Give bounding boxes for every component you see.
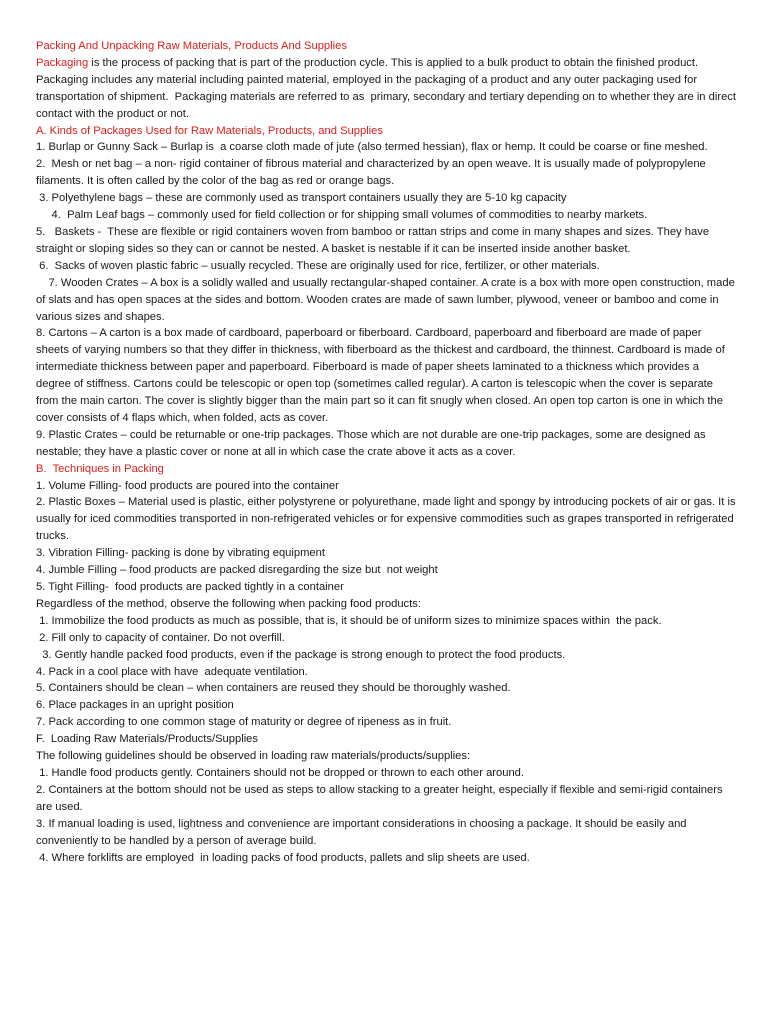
packing-reminder-item: 5. Containers should be clean – when containers are reused they should be thoroughly washed. — [36, 682, 511, 695]
package-kind-item: 7. Wooden Crates – A box is a solidly walled and usually rectangular-shaped container. A crate is a box with more open construction, made of slats and has open spaces at the sides and bottom. Wooden crates are made of sawn lumber, plywood, veneer or bamboo and come in various sizes and shapes. — [36, 276, 738, 323]
loading-guideline-item: 3. If manual loading is used, lightness and convenience are important considerations in choosing a package. It should be easily and conveniently to be handled by a person of average build. — [36, 817, 690, 847]
packing-technique-item: 5. Tight Filling- food products are packed tightly in a container — [36, 581, 344, 593]
package-kind-item: 5. Baskets - These are flexible or rigid containers woven from bamboo or rattan strips and come in many shapes and sizes. They have straight or sloping sides so they can or cannot be nested. A basket is nestable if it can be inserted inside another basket. — [36, 225, 713, 255]
packing-reminders-intro: Regardless of the method, observe the following when packing food products: — [36, 597, 421, 610]
intro-term: Packaging — [36, 56, 89, 69]
package-kind-item: 8. Cartons – A carton is a box made of cardboard, paperboard or fiberboard. Cardboard, paperboard and fiberboard are made of paper sheets of varying numbers so that they differ in thickness, with fiberboard as the thickest and cardboard, the thinnest. Cardboard is made of intermediate thickness between paper and paperboard. Fiberboard is made of paper sheets laminated to a thickness which provides a degree of stiffness. Cartons could be telescopic or open top (sometimes called regular). A carton is telescopic when the cover is separate from the main carton. The cover is slightly bigger than the main part so it can fit snugly when closed. An open top carton is one in which the cover consists of 4 flaps which, when folded, acts as cover. — [36, 327, 728, 424]
section-a-heading: A. Kinds of Packages Used for Raw Materials, Products, and Supplies — [36, 124, 383, 137]
loading-guideline-item: 4. Where forklifts are employed in loading packs of food products, pallets and slip sheets are used. — [36, 851, 530, 864]
package-kind-item: 3. Polyethylene bags – these are commonly used as transport containers usually they are 5-10 kg capacity — [36, 192, 567, 205]
packing-reminder-item: 2. Fill only to capacity of container. Do not overfill. — [36, 631, 285, 644]
packing-reminder-item: 3. Gently handle packed food products, even if the package is strong enough to protect the food products. — [36, 648, 566, 661]
packing-technique-item: 2. Plastic Boxes – Material used is plastic, either polystyrene or polyurethane, made light and spongy by introducing pockets of air or gas. It is usually for iced commodities transported in non-refrigerated vehicles or for expensive commodities such as grapes transported in refrigerated trucks. — [36, 496, 739, 543]
package-kind-item: 4. Palm Leaf bags – commonly used for field collection or for shipping small volumes of commodities to nearby markets. — [36, 209, 648, 222]
intro-text: is the process of packing that is part of the production cycle. This is applied to a bulk product to obtain the finished product. Packaging includes any material including painted material, employed in the packaging of a product and any outer packaging used for transportation of shipment. Packaging materials are referred to as primary, secondary and tertiary depending on to whether they are in direct contact with the product or not. — [36, 56, 740, 120]
packing-technique-item: 4. Jumble Filling – food products are packed disregarding the size but not weight — [36, 564, 438, 577]
packing-reminder-item: 1. Immobilize the food products as much as possible, that is, it should be of uniform sizes to minimize spaces within the pack. — [36, 614, 662, 627]
packing-technique-item: 1. Volume Filling- food products are poured into the container — [36, 479, 339, 492]
package-kind-item: 2. Mesh or net bag – a non- rigid container of fibrous material and characterized by an open weave. It is usually made of polypropylene filaments. It is often called by the color of the bag as red or orange bags. — [36, 158, 709, 188]
packing-reminder-item: 6. Place packages in an upright position — [36, 699, 234, 712]
document-title: Packing And Unpacking Raw Materials, Products And Supplies — [36, 40, 347, 52]
package-kind-item: 1. Burlap or Gunny Sack – Burlap is a coarse cloth made of jute (also termed hessian), flax or hemp. It could be coarse or fine meshed. — [36, 141, 708, 154]
packing-technique-item: 3. Vibration Filling- packing is done by vibrating equipment — [36, 547, 325, 560]
loading-guideline-item: 2. Containers at the bottom should not be used as steps to allow stacking to a greater height, especially if flexible and semi-rigid containers are used. — [36, 783, 726, 813]
package-kind-item: 9. Plastic Crates – could be returnable or one-trip packages. Those which are not durable are one-trip packages, some are designed as nestable; they have a plastic cover or none at all in which case the crate above it acts as a cover. — [36, 428, 709, 458]
section-b-heading: B. Techniques in Packing — [36, 462, 164, 475]
section-f-heading: F. Loading Raw Materials/Products/Supplies — [36, 733, 258, 746]
packing-reminder-item: 4. Pack in a cool place with have adequate ventilation. — [36, 665, 308, 678]
loading-guidelines-intro: The following guidelines should be observed in loading raw materials/products/supplies: — [36, 750, 471, 763]
package-kind-item: 6. Sacks of woven plastic fabric – usually recycled. These are originally used for rice, fertilizer, or other materials. — [36, 259, 600, 272]
intro-paragraph — [36, 55, 740, 123]
loading-guideline-item: 1. Handle food products gently. Containers should not be dropped or thrown to each other around. — [36, 766, 525, 779]
packing-reminder-item: 7. Pack according to one common stage of maturity or degree of ripeness as in fruit. — [36, 716, 452, 729]
